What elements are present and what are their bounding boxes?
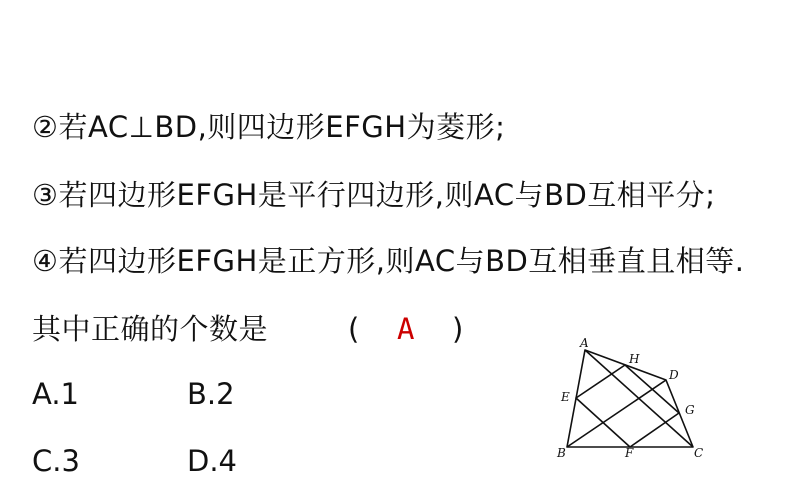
label-f: F <box>625 446 634 460</box>
label-b: B <box>557 446 566 460</box>
quadrilateral-figure <box>545 335 715 465</box>
statement-4: ④若四边形EFGH是正方形,则AC与BD互相垂直且相等. <box>32 244 745 278</box>
answer-paren-close: ) <box>452 312 464 346</box>
question-text: 其中正确的个数是 <box>32 312 269 346</box>
option-a: A.1 <box>32 377 79 411</box>
diagonal-bd <box>567 380 666 447</box>
answer-value: A <box>397 312 415 346</box>
label-c: C <box>694 446 704 460</box>
option-d: D.4 <box>187 444 237 478</box>
label-e: E <box>561 390 570 404</box>
statement-3: ③若四边形EFGH是平行四边形,则AC与BD互相平分; <box>32 178 716 212</box>
answer-paren-open: ( <box>348 312 360 346</box>
statement-2: ②若AC⊥BD,则四边形EFGH为菱形; <box>32 110 506 144</box>
label-h: H <box>629 352 640 366</box>
label-d: D <box>669 368 679 382</box>
option-c: C.3 <box>32 444 80 478</box>
option-b: B.2 <box>187 377 235 411</box>
label-g: G <box>685 403 695 417</box>
label-a: A <box>580 336 589 350</box>
